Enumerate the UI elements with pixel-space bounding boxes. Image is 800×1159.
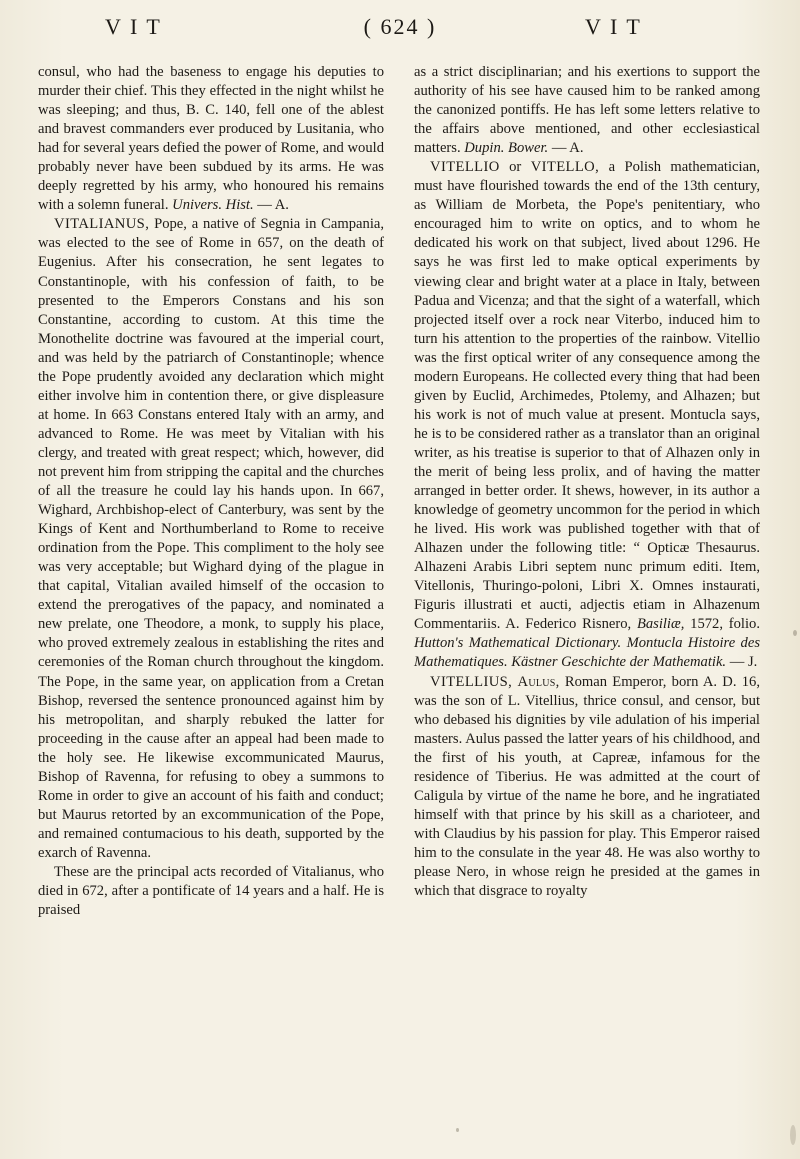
entry-vitellius: [414, 673, 760, 902]
right-column: [414, 63, 760, 901]
paragraph-text: Roman Emperor, born A. D. 16, was the son of L. Vitellius, thrice consul, and censor, but who debased his dignities by vile adulation of his imperial masters. Aulus passed the latter years of his childhood, and the first of his youth, at Capreæ, infamous for the residence of Tiberius. He was admitted at the court of Caligula by virtue of the name he bore, and he ingratiated himself with that prince by his skill as a charioteer, and with Claudius by his passion for play. This Emperor raised him to the consulate in the year 48. He was also worthy to please Nero, in whose reign he presided at the games in which that disgrace to royalty: [414, 673, 760, 900]
paragraph-tail: 1572, folio.: [690, 616, 760, 633]
running-header: [0, 14, 800, 44]
author-initial: — A.: [257, 197, 289, 214]
entry-vitalianus-cont: [38, 863, 384, 920]
header-left: V I T: [105, 14, 162, 39]
paper-speck: [793, 630, 797, 636]
header-right: V I T: [585, 14, 642, 39]
page-number: ( 624 ): [363, 14, 437, 39]
paragraph-text: Pope, a native of Segnia in Campania, was elected to the see of Rome in 657, on the death of Eugenius. After his consecration, he sent legates to Constantinople, with his confession of faith, to be presented to the Emperors Constans and his son Constantine, according to custom. At this time the Monothelite doctrine was favoured at the imperial court, and was held by the patriarch of Constantinople; whence the Pope prudently avoided any declaration which might either involve him in contention there, or give displeasure at home. In 663 Constans entered Italy with an army, and advanced to Rome. He was meet by Vitalian with his clergy, and treated with great respect; which, however, did not prevent him from stripping the capital and the churches of all the treasure he could lay his hands upon. In 667, Wighard, Archbishop-elect of Canterbury, was sent by the Kings of Kent and Northumberland to Rome to receive ordination from the Pope. This compliment to the holy see was very acceptable; but Wighard dying of the plague in that capital, Vitalian availed himself of the occasion to extend the prerogatives of the papacy, and nominated a new prelate, one Theodore, a monk, to supply his place, who proved extremely zealous in establishing the rites and ceremonies of the Roman church throughout the kingdom. The Pope, in the same year, on application from a Cretan Bishop, reversed the sentence pronounced against him by his metropolitan, and sharply rebuked the latter for proceeding in the cause after an appeal had been made to the holy see. He likewise excommunicated Maurus, Bishop of Ravenna, for refusing to obey a summons to Rome in order to give an account of his faith and conduct; but Maurus retorted by an excommunication of the Pope, and remained contumacious to his death, supported by the exarch of Ravenna.: [38, 216, 384, 861]
connector-word: or: [509, 159, 522, 176]
paper-speck: [790, 1125, 796, 1145]
left-column: [38, 63, 384, 920]
paragraph-text: These are the principal acts recorded of Vitalianus, who died in 672, after a pontificate of 14 years and a half. He is praised: [38, 863, 384, 919]
entry-headword: VITELLIUS,: [430, 673, 513, 690]
paragraph-text: a Polish mathematician, must have flourished towards the end of the 13th century, as William de Morbeta, the Pope's penitentiary, who encouraged him to write on optics, and to whom he dedicated his work on that subject, lived about 1296. He says he was first led to make optical experiments by viewing clear and bright water at a place in Italy, between Padua and Vicenza; and that the sight of a waterfall, which projected itself over a rock near Viterbo, induced him to turn his attention to the properties of the rainbow. Vitellio was the first optical writer of any consequence among the modern Europeans. He collected every thing that had been given by Euclid, Archimedes, Ptolemy, and Alhazen; but his work is not of much value at present. Montucla says, he is to be considered rather as a translator than an original writer, as his treatise is superior to that of Alhazen only in the merit of being less prolix, and of having the matter arranged in better order. It shews, however, in its author a knowledge of geometry uncommon for the period in which he lived. His work was published together with that of Alhazen under the following title: “ Opticæ Thesaurus. Alhazeni Arabis Libri septem nunc primum editi. Item, Vitellonis, Thuringo-poloni, Libri X. Omnes instaurati, Figuris illustrati et aucti, adjectis etiam in Alhazenum Commentariis. A. Federico Risnero,: [414, 159, 760, 633]
entry-vitellio: [414, 158, 760, 672]
entry-continuation: [38, 63, 384, 215]
praenomen: Aulus,: [517, 673, 560, 690]
paper-speck: [456, 1128, 459, 1132]
entry-continuation: [414, 63, 760, 158]
place-name: Basiliæ,: [636, 616, 685, 633]
entry-headword: VITALIANUS,: [54, 216, 150, 233]
paragraph-text: consul, who had the baseness to engage his deputies to murder their chief. This they effected in the night whilst he was sleeping; and thus, B. C. 140, fell one of the ablest and bravest commanders ever produced by Lusitania, who had for several years defied the power of Rome, and would probably never have been subdued by its arms. He was deeply regretted by his army, who honoured his remains with a solemn funeral.: [38, 64, 384, 214]
entry-headword: VITELLIO: [430, 159, 500, 176]
citation: Dupin. Bower.: [464, 140, 549, 157]
entry-vitalianus: [38, 215, 384, 863]
citation: Hutton's Mathematical Dictionary. Montucla Histoire des Mathematiques. Kästner Geschichte der Mathematik.: [414, 635, 760, 671]
author-initial: — A.: [551, 140, 584, 157]
entry-headword-alt: VITELLO,: [530, 159, 600, 176]
citation: Univers. Hist.: [172, 197, 254, 214]
paragraph-text: as a strict disciplinarian; and his exertions to support the authority of his see have caused him to be ranked among the canonized pontiffs. He has left some letters relative to the affairs above mentioned, and other ecclesiastical matters.: [414, 64, 760, 157]
author-initial: — J.: [729, 654, 758, 671]
